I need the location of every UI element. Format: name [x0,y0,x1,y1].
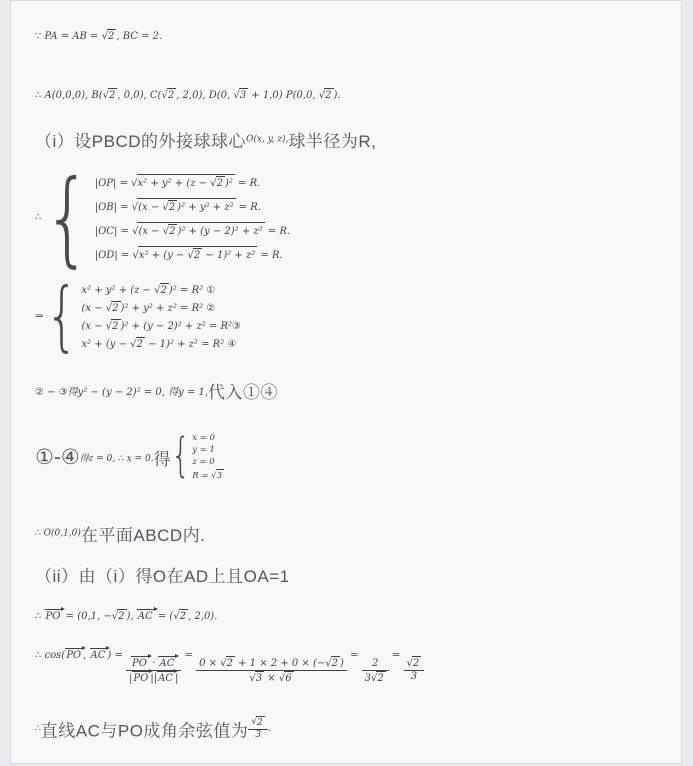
step-i-heading [35,127,681,152]
result-fraction: $\frac{√2}{3}$ [248,724,267,734]
equation-op: |OP| = √x² + y² + (z − √2 )² = R. [95,174,290,189]
substitute-text: 代入①④ [208,383,279,402]
step-ii-heading: （ii）由（i）得O在AD上且OA=1 [35,567,290,586]
z-x-solution-math: 得z = 0, ∴ x = 0. [79,453,154,464]
equation-ob: |OB| = √(x − √2 )² + y² + z² = R. [95,198,290,213]
implies-symbol: ⇒ [35,311,44,322]
solution-values [192,433,224,481]
therefore-symbol: ∴ [35,723,41,734]
x-value: x = 0 [192,433,215,443]
equation-3: (x − √2 )² + (y − 2)² + z² = R²③ [81,321,241,332]
equation-oc: |OC| = √(x − √2 )² + (y − 2)² + z² = R. [95,222,290,237]
therefore-symbol: ∴ [35,212,42,223]
step-i-text-post: 球半径为R, [288,132,377,151]
center-point-math: ∴ O(0,1,0) [35,528,81,539]
z-value: z = 0 [192,457,215,467]
y-solution-math: ② − ③得y² − (y − 2)² = 0, 得y = 1, [35,387,209,398]
formula-coordinates: ∴ A(0,0,0), B(√2 , 0,0), C(√2 , 2,0), D(0, √3 + 1,0) P(0,0, √2 ). [35,90,341,101]
conclusion-statement [35,716,681,742]
formula-given: ∵ PA = AB = √2 , BC = 2. [35,31,163,42]
solution-card [10,0,682,764]
vectors-definition: ∴ PO = (0,1, −√2 ), AC = (√2 , 2,0). [35,611,218,622]
equation-1: x² + y² + (z − √2 )² = R² ① [81,285,216,296]
equation-4: x² + (y − √2 − 1)² + z² = R² ④ [81,339,237,350]
r-value: R = √3 [192,471,222,481]
period: . [267,723,271,734]
subtract-2-3-step [35,378,681,403]
squared-equation-system: ⇒ { x² + y² + (z − √2 )² = R² ① (x − √2 )² + y² + z² = R² ② (x − √2 )² + (y − 2)² + z² = R²③ x² + (y − √2 − 1)² + z² = R² ④ [35,273,241,360]
center-in-plane-statement [35,521,681,546]
equation-2: (x − √2 )² + y² + z² = R² ② [81,303,216,314]
distance-equations [95,174,290,261]
equation-od: |OD| = √x² + (y − √2 − 1)² + z² = R. [95,246,290,261]
y-value: y = 1 [192,445,215,455]
in-plane-text: 在平面ABCD内. [80,526,206,545]
conclusion-text: 直线AC与PO成角余弦值为 [40,720,249,740]
circled-1-4-label: ①-④ [35,445,80,469]
cosine-computation: ∴ cos(PO , AC ) = $\frac{PO \cdot AC}{|PO ||AC |}$ = $\frac{0 \times √2 + 1 \times 2 + 0 \times (-√2 )}{√3 \times √6}$ = $\frac{2}{3√2}$ = $\frac{√2}{3}$ [35,648,681,686]
squared-equations [81,283,241,350]
distance-equation-system: ∴ { |OP| = √x² + y² + (z − √2 )² = R. |OB| = √(x − √2 )² + y² + z² = R. |OC| = √(x − √2 )² + (y − 2)² + z² = R. |OD| = √x² + (y − √2 − 1)² + z² = R. [35,156,291,277]
sphere-center-math: O(x, y, z), [246,134,289,145]
obtain-text: 得 [153,449,172,469]
subtract-1-4-step: ①-④ 得z = 0, ∴ x = 0. 得 { x = 0 y = 1 z = 0 R = √3 [35,429,222,484]
step-i-text-pre: （i）设PBCD的外接球球心 [35,132,247,151]
